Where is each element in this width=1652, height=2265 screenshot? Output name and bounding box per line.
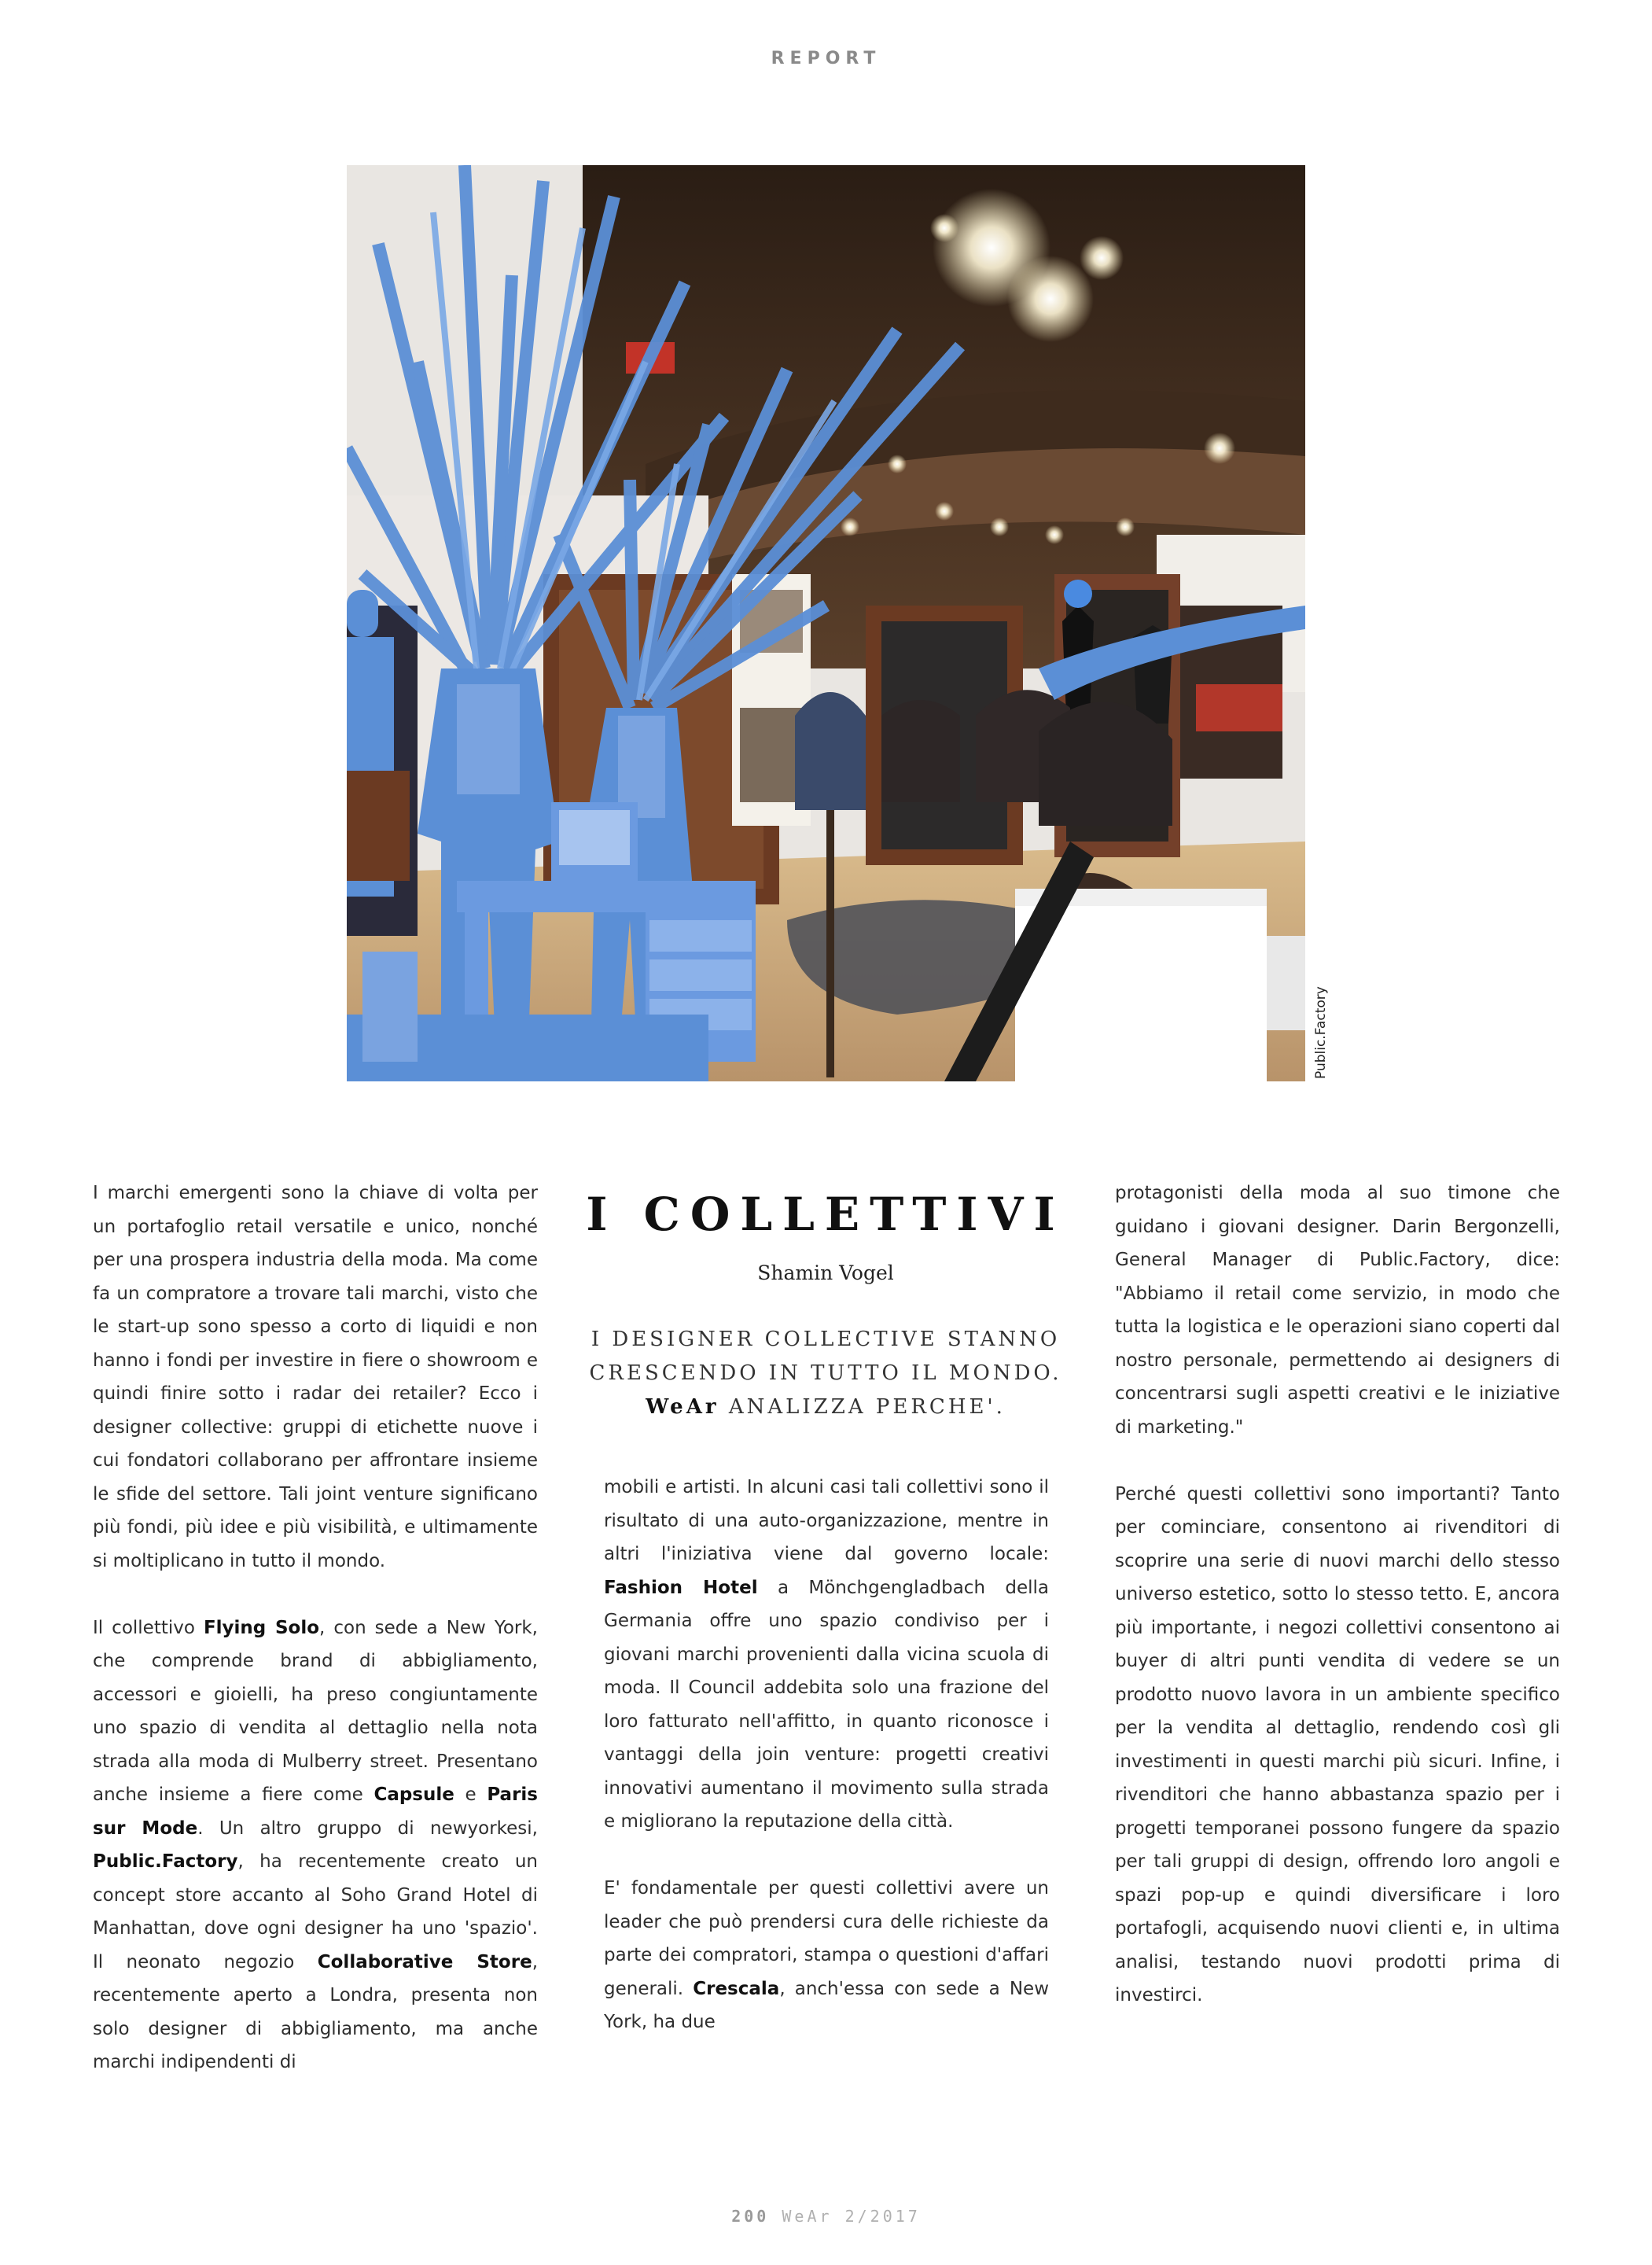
article-author: Shamin Vogel — [757, 1261, 894, 1284]
section-label: REPORT — [771, 49, 881, 68]
article-column-1 — [93, 1177, 538, 2112]
photo-credit: Public.Factory — [1313, 986, 1329, 1079]
brand-name: Flying Solo — [203, 1617, 320, 1638]
brand-name: Fashion Hotel — [604, 1577, 758, 1598]
paragraph: Il collettivo Flying Solo, con sede a New York, che comprende brand di abbigliamento, accessori e gioielli, ha preso congiuntamente uno spazio di vendita al dettaglio nella nota strada alla moda di Mulberry street. Presentano anche insieme a fiere come Capsule e Paris sur Mode. Un altro gruppo di newyorkesi, Public.Factory, ha recentemente creato un concept store accanto al Soho Grand Hotel di Manhattan, dove ogni designer ha uno 'spazio'. Il neonato negozio Collaborative Store, recentemente aperto a Londra, presenta non solo designer di abbigliamento, ma anche marchi indipendenti di — [93, 1617, 538, 2072]
paragraph: Perché questi collettivi sono importanti? Tanto per cominciare, consentono ai rivenditori di scoprire una serie di nuovi marchi dello stesso universo estetico, sotto lo stesso tetto. E, ancora più importante, i negozi collettivi consentono ai buyer di altri punti vendita di vedere se un prodotto nuovo lavora in un ambiente specifico per la vendita al dettaglio, rendendo così gli investimenti in questi marchi più sicuri. Infine, i rivenditori che hanno abbastanza spazio per i progetti temporanei possono fungere da spazio per tali gruppi di design, offrendo loro angoli e spazi pop-up e quindi diversificare i loro portafogli, acquisendo nuovi clienti e, in ultima analisi, testando nuovi prodotti prima di investirci. — [1115, 1483, 1560, 2005]
article-column-3 — [1115, 1177, 1560, 2046]
article-title: I COLLETTIVI — [586, 1188, 1065, 1241]
page-footer — [0, 2207, 1652, 2226]
magazine-brand: WeAr — [646, 1395, 719, 1419]
page-number: 200 — [731, 2207, 770, 2226]
brand-name: Collaborative Store — [317, 1951, 532, 1972]
paragraph: mobili e artisti. In alcuni casi tali collettivi sono il risultato di una auto-organizzazione, mentre in altri l'iniziativa viene dal governo locale: Fashion Hotel a Mönchgengladbach della Germania offre uno spazio condiviso per i giovani marchi provenienti dalla vicina scuola di moda. Il Council addebita solo una frazione del loro fatturato nell'affitto, in quanto riconosce i vantaggi della join venture: progetti creativi innovativi aumentano il movimento sulla strada e migliorano la reputazione della città. — [604, 1477, 1050, 1832]
brand-name: Public.Factory — [93, 1851, 238, 1872]
store-photo — [347, 165, 1305, 1081]
brand-name: Paris sur Mode — [93, 1784, 538, 1839]
article-standfirst: I DESIGNER COLLECTIVE STANNO CRESCENDO IN TUTTO IL MONDO. WeAr ANALIZZA PERCHE'. — [589, 1328, 1062, 1419]
paragraph: protagonisti della moda al suo timone che guidano i giovani designer. Darin Bergonzelli, General Manager di Public.Factory, dice: "Abbiamo il retail come servizio, in modo che tutta la logistica e le operazioni siano coperti dal nostro personale, permettendo ai designers di concentrarsi sugli aspetti creativi e le iniziative di marketing." — [1115, 1183, 1560, 1438]
paragraph: E' fondamentale per questi collettivi avere un leader che può prendersi cura delle richieste da parte dei compratori, stampa o questioni d'affari generali. Crescala, anch'essa con sede a New York, ha due — [604, 1878, 1050, 2032]
issue-label: WeAr 2/2017 — [782, 2207, 921, 2226]
paragraph: I marchi emergenti sono la chiave di volta per un portafoglio retail versatile e unico, nonché per una prospera industria della moda. Ma come fa un compratore a trovare tali marchi, visto che le start-up sono spesso a corto di liquidi e non hanno i fondi per investire in fiere o showroom e quindi finire sotto i radar dei retailer? Ecco i designer collective: gruppi di etichette nuove i cui fondatori collaborano per affrontare insieme le sfide del settore. Tali joint venture significano più fondi, più idee e più visibilità, e ultimamente si moltiplicano in tutto il mondo. — [93, 1183, 538, 1571]
brand-name: Capsule — [373, 1784, 454, 1805]
brand-name: Crescala — [693, 1978, 780, 1999]
article-column-2 — [604, 1471, 1049, 2072]
